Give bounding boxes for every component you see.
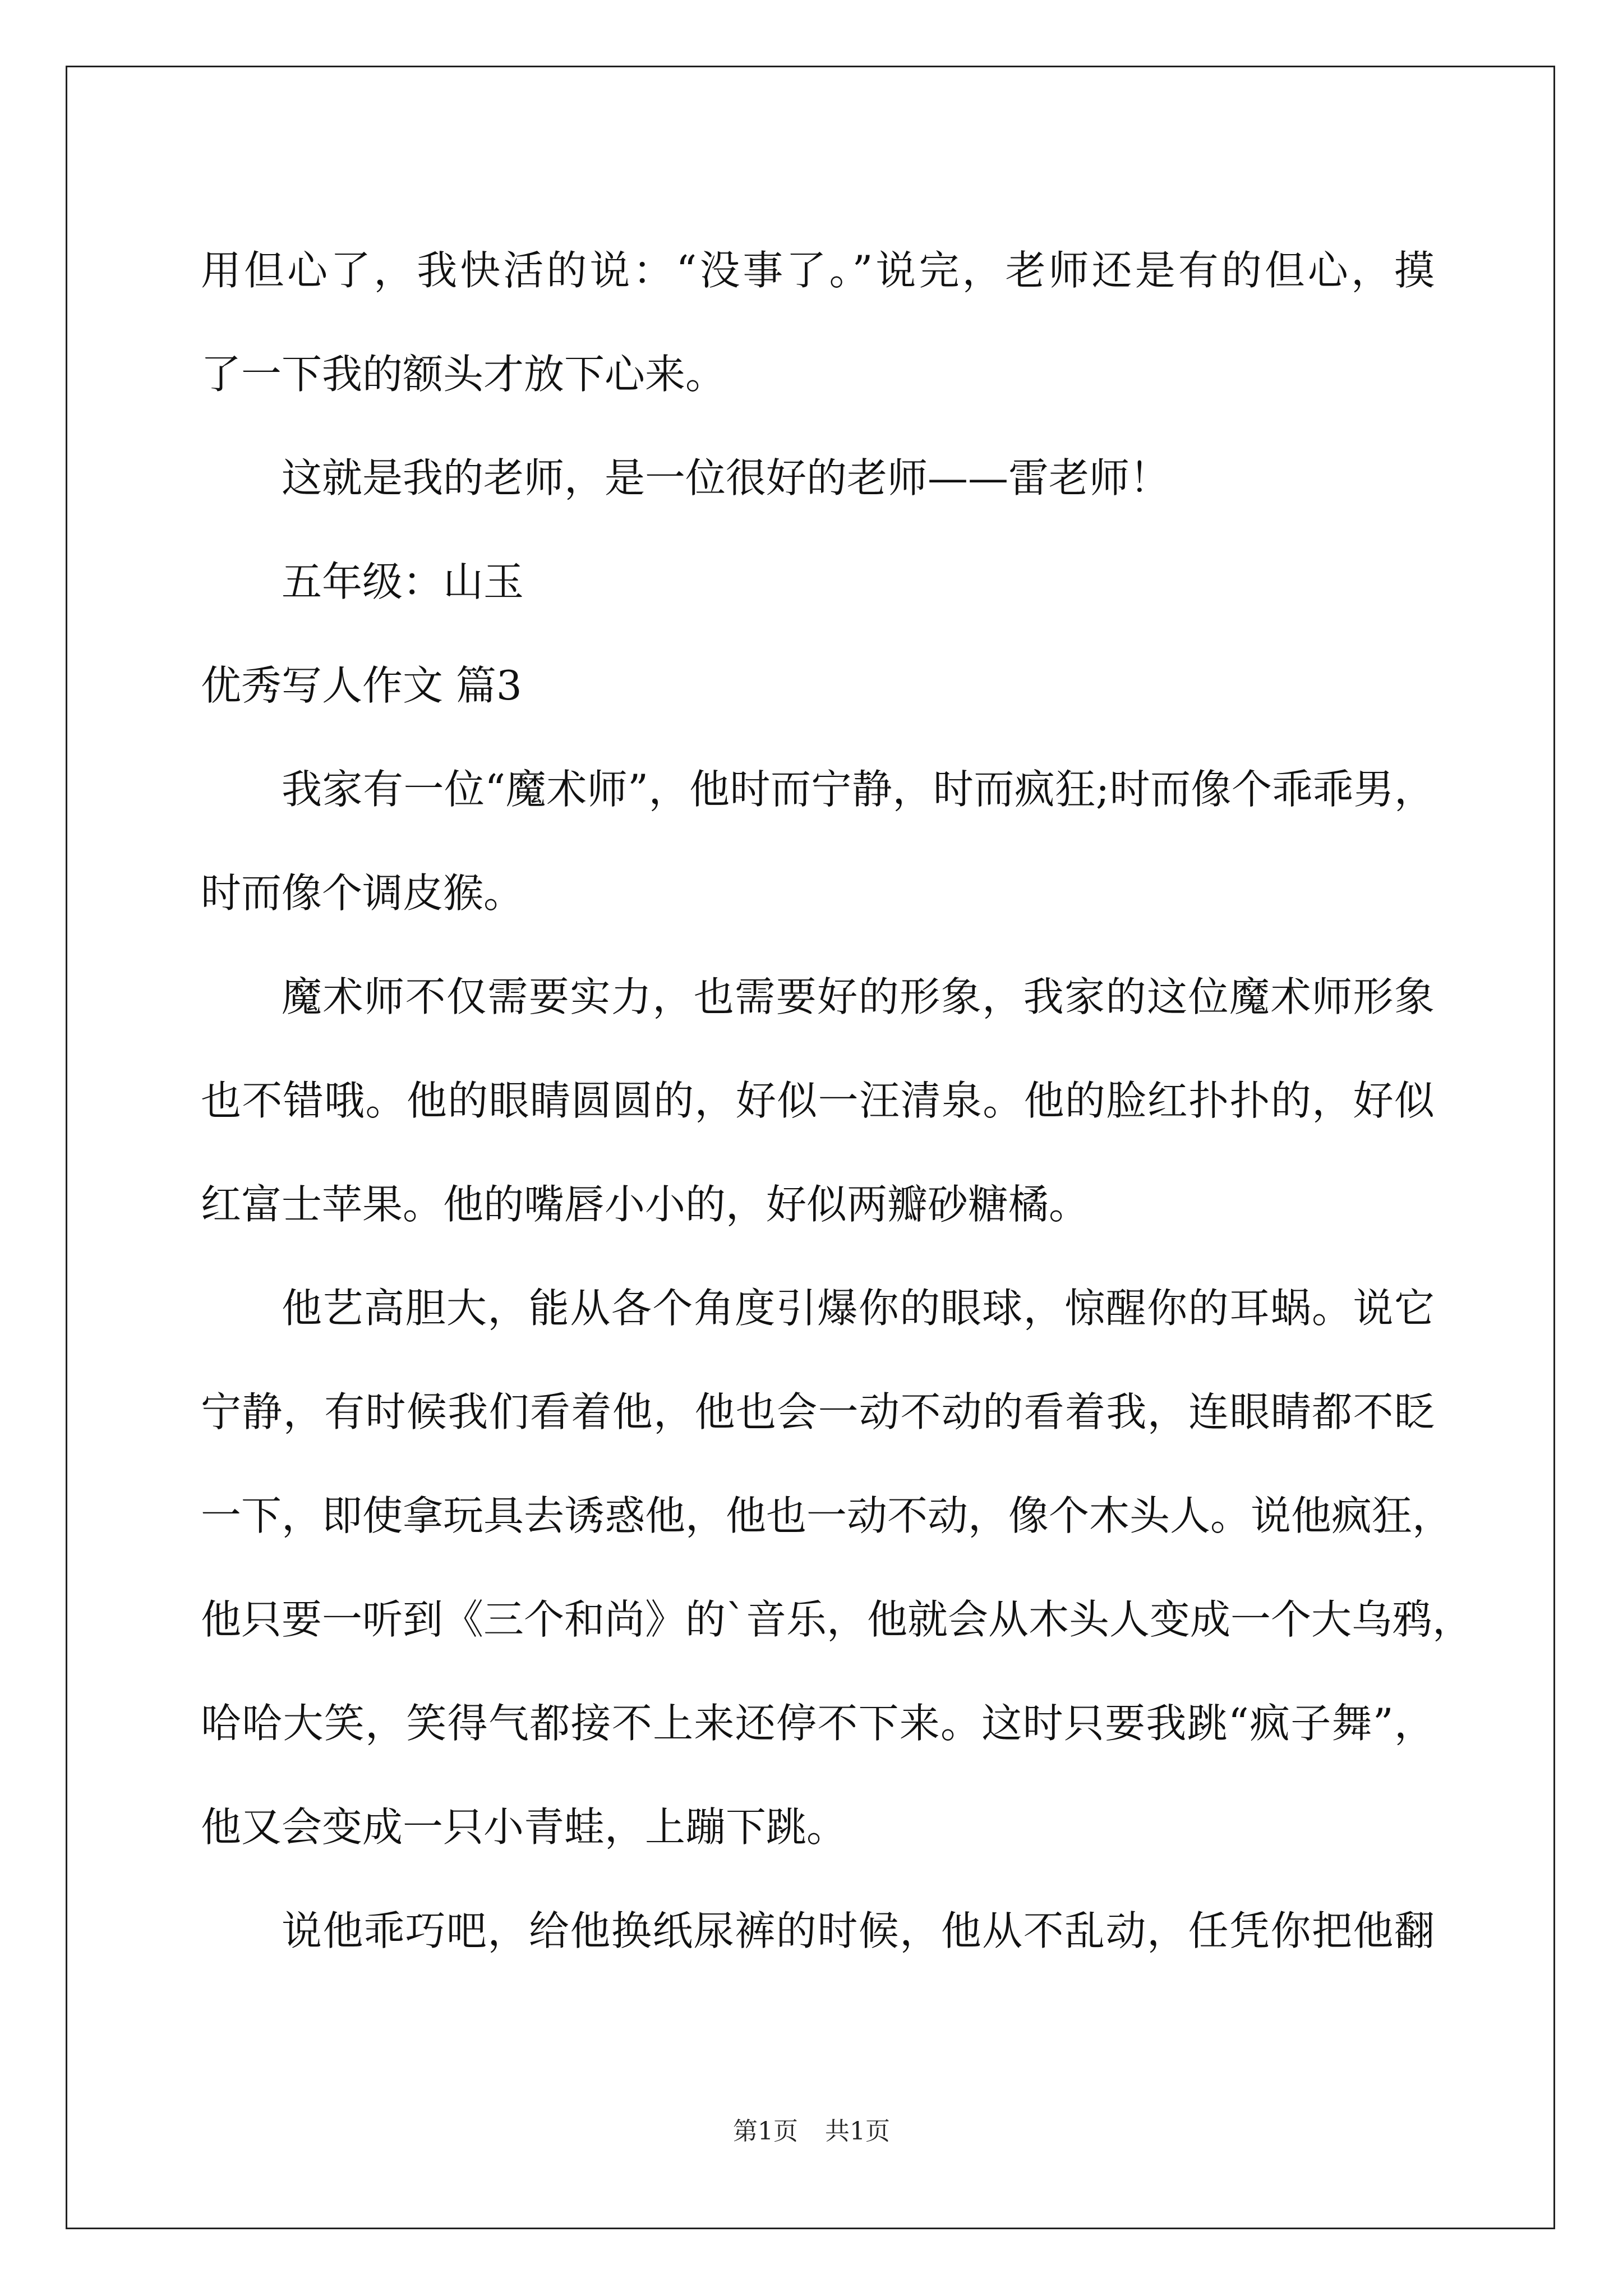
page-number: 第1页 bbox=[733, 2117, 798, 2146]
text-line: 我家有一位“魔术师”，他时而宁静，时而疯狂;时而像个乖乖男， bbox=[282, 766, 1435, 813]
document-body bbox=[201, 219, 1473, 1983]
text-line: 哈哈大笑，笑得气都接不上来还停不下来。这时只要我跳“疯子舞”， bbox=[201, 1700, 1435, 1747]
text-line: 宁静，有时候我们看着他，他也会一动不动的看着我，连眼睛都不眨 bbox=[201, 1388, 1435, 1435]
text-line: 红富士苹果。他的嘴唇小小的，好似两瓣砂糖橘。 bbox=[201, 1181, 1090, 1228]
section-heading: 优秀写人作文 篇3 bbox=[201, 662, 522, 709]
text-line: 说他乖巧吧，给他换纸尿裤的时候，他从不乱动，任凭你把他翻 bbox=[282, 1907, 1435, 1954]
page-total: 共1页 bbox=[825, 2117, 890, 2146]
text-line: 他艺高胆大，能从各个角度引爆你的眼球，惊醒你的耳蜗。说它 bbox=[282, 1285, 1435, 1332]
text-line: 他又会变成一只小青蛙，上蹦下跳。 bbox=[201, 1803, 847, 1851]
text-line: 了一下我的额头才放下心来。 bbox=[201, 351, 726, 398]
text-line: 时而像个调皮猴。 bbox=[201, 869, 524, 917]
text-line: 一下，即使拿玩具去诱惑他，他也一动不动，像个木头人。说他疯狂， bbox=[201, 1492, 1453, 1539]
text-line: 他只要一听到《三个和尚》的`音乐，他就会从木头人变成一个大乌鸦， bbox=[201, 1596, 1473, 1643]
text-line: 也不错哦。他的眼睛圆圆的，好似一汪清泉。他的脸红扑扑的，好似 bbox=[201, 1077, 1435, 1124]
text-line: 魔术师不仅需要实力，也需要好的形象，我家的这位魔术师形象 bbox=[282, 973, 1435, 1020]
text-line: 用但心了，我快活的说：“没事了。”说完，老师还是有的但心，摸 bbox=[201, 247, 1435, 294]
page-footer bbox=[0, 2115, 1623, 2148]
text-line: 五年级：山玉 bbox=[282, 558, 524, 605]
text-line: 这就是我的老师，是一位很好的老师——雷老师！ bbox=[282, 454, 1170, 501]
